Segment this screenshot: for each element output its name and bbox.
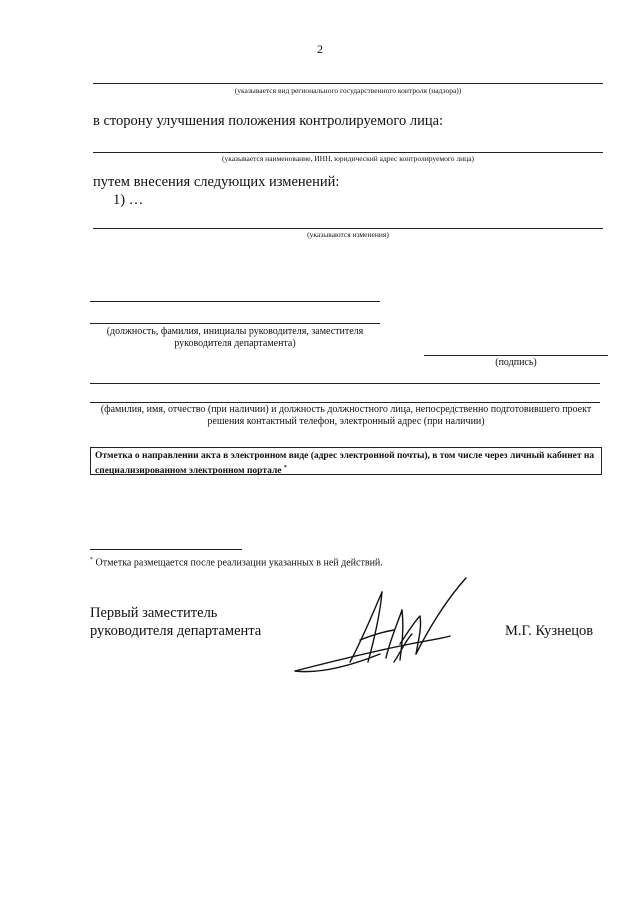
electronic-delivery-note-mark: *: [283, 465, 287, 471]
control-type-line: [93, 83, 603, 84]
official-caption: (фамилия, имя, отчество (при наличии) и должность должностного лица, непосредственно подготовившего проект решения контактный телефон, электронный адрес (при наличии): [100, 404, 592, 427]
official-line-2: [90, 402, 600, 403]
control-type-hint: (указывается вид регионального государственного контроля (надзора)): [234, 86, 462, 95]
head-position-line-1: [90, 301, 380, 302]
footnote: [90, 557, 383, 568]
head-position-caption: (должность, фамилия, инициалы руководителя, заместителя руководителя департамента): [106, 326, 364, 349]
controlled-person-hint: (указывается наименование, ИНН, юридический адрес контролируемого лица): [221, 154, 475, 163]
handwritten-signature: [290, 570, 470, 680]
signer-name: М.Г. Кузнецов: [505, 623, 594, 639]
changes-list-item-1: 1) …: [113, 192, 144, 208]
footnote-separator: [90, 549, 242, 550]
page-number: 2: [317, 42, 323, 56]
changes-line: [93, 228, 603, 229]
head-position-line-2: [90, 323, 380, 324]
controlled-person-line: [93, 152, 603, 153]
changes-intro-text: путем внесения следующих изменений:: [93, 174, 340, 190]
signer-title: Первый заместитель руководителя департамента: [90, 605, 262, 639]
electronic-delivery-note-text: Отметка о направлении акта в электронном виде (адрес электронной почты), в том числе через личный кабинет на специализированном электронном портале: [95, 451, 595, 477]
improvement-text: в сторону улучшения положения контролируемого лица:: [93, 113, 444, 129]
footnote-mark: *: [90, 557, 93, 563]
footnote-text: Отметка размещается после реализации указанных в ней действий.: [95, 557, 383, 569]
changes-hint: (указываются изменения): [307, 230, 389, 239]
electronic-delivery-note-box: [90, 447, 602, 475]
signature-caption: (подпись): [495, 357, 537, 368]
official-line-1: [90, 383, 600, 384]
signature-line: [424, 355, 608, 356]
